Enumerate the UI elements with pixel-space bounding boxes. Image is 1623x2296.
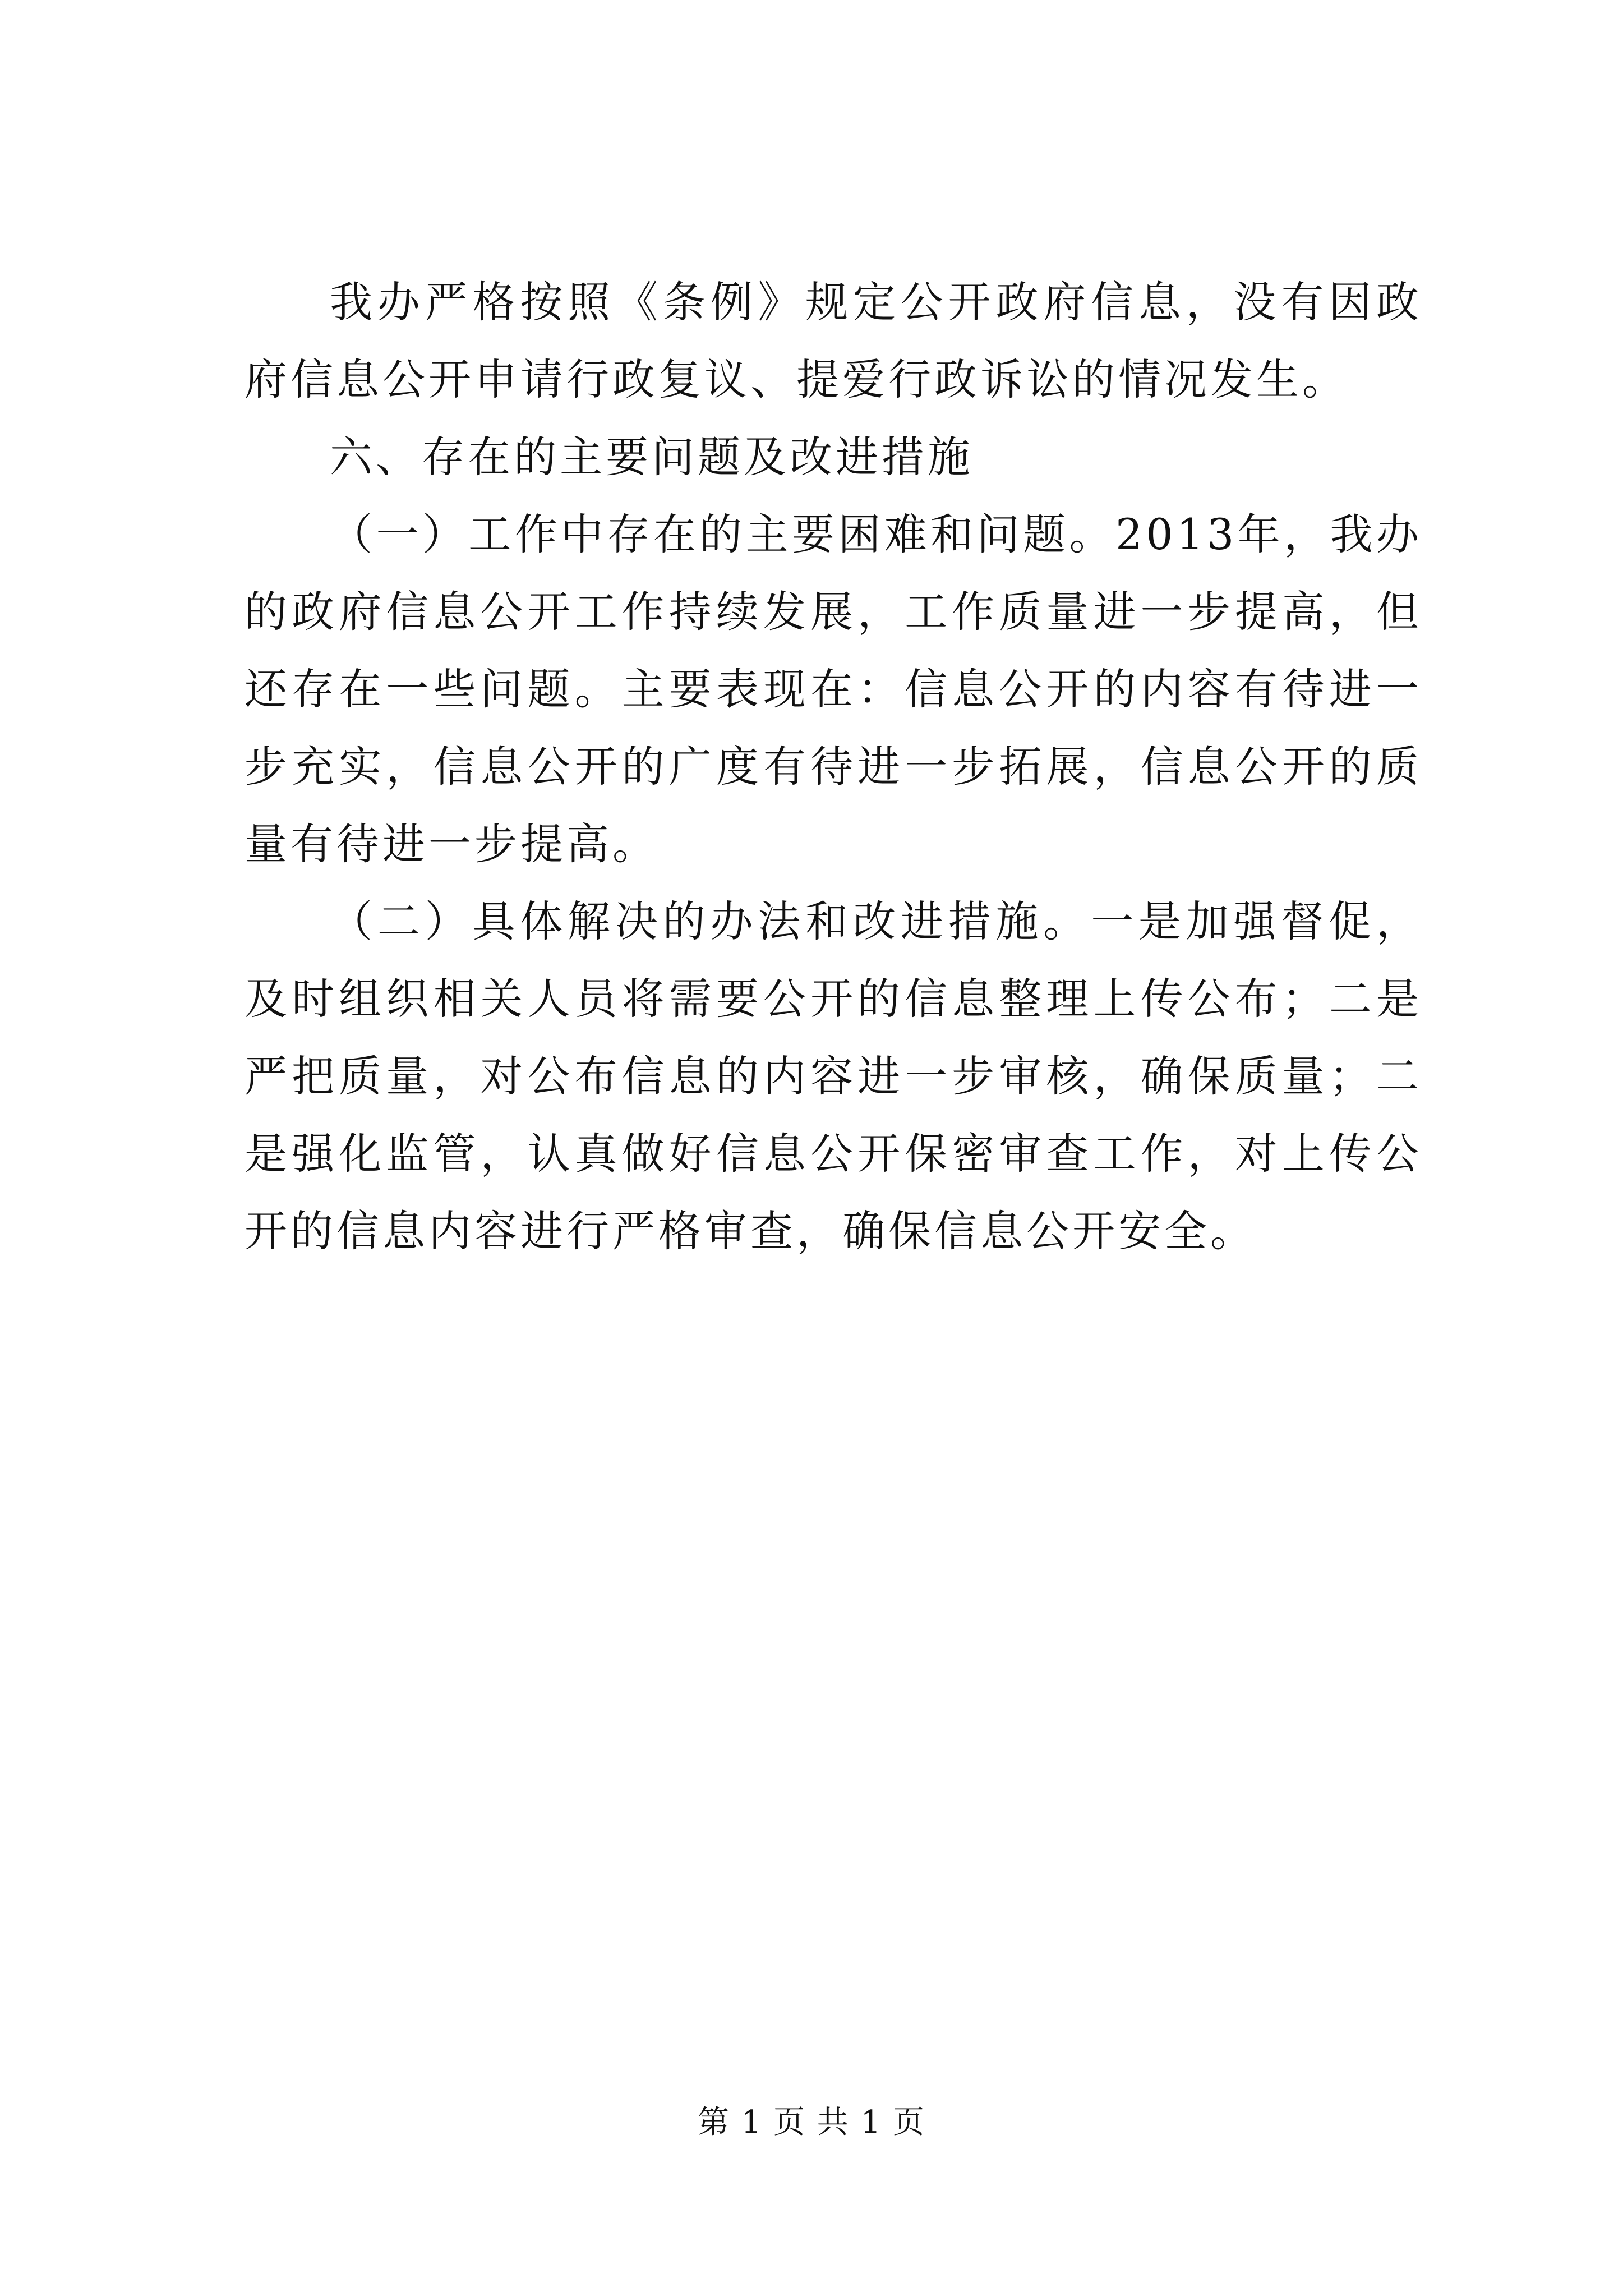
section-heading-problems: 六、存在的主要问题及改进措施	[330, 432, 974, 482]
paragraph-improvement-measures: （二）具体解决的办法和改进措施。一是加强督促，及时组织相关人员将需要公开的信息整理上传公布；二是严把质量，对公布信息的内容进一步审核，确保质量；二是强化监管，认真做好信息公开保密审查工作，对上传公开的信息内容进行严格审查，确保信息公开安全。	[245, 896, 1422, 1256]
document-body	[245, 264, 1422, 1270]
paragraph-main-problems: （一）工作中存在的主要困难和问题。2013年，我办的政府信息公开工作持续发展，工作质量进一步提高，但还存在一些问题。主要表现在：信息公开的内容有待进一步充实，信息公开的广度有待进一步拓展，信息公开的质量有待进一步提高。	[245, 509, 1422, 869]
paragraph-compliance: 我办严格按照《条例》规定公开政府信息，没有因政府信息公开申请行政复议、提爱行政诉讼的情况发生。	[245, 277, 1422, 404]
page-footer: 第 1 页 共 1 页	[697, 2104, 926, 2141]
